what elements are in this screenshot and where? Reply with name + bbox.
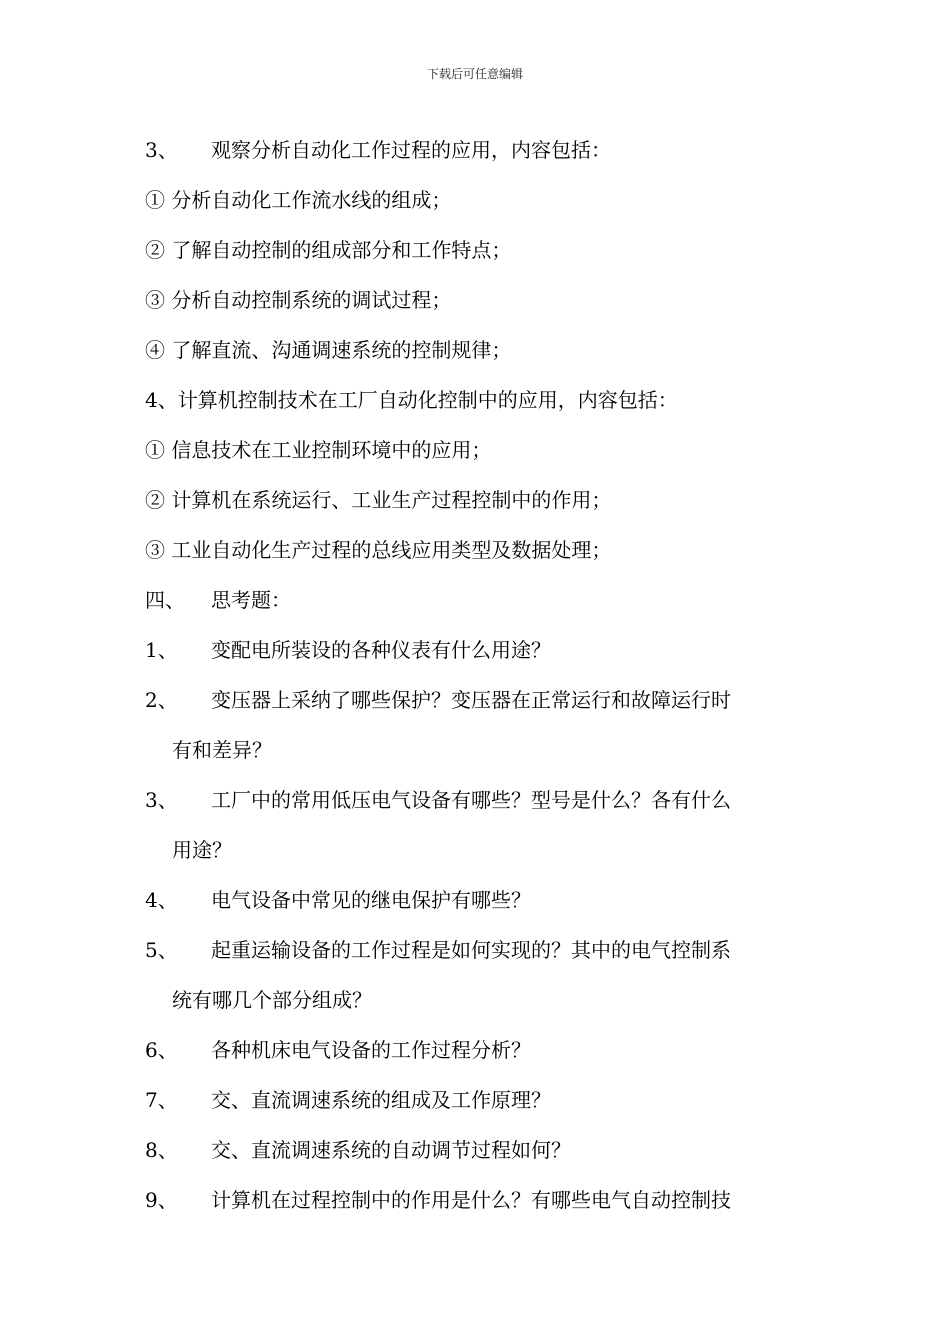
- question-text: 交、直流调速系统的组成及工作原理？: [211, 1088, 551, 1112]
- question-7: [145, 1086, 551, 1114]
- question-number: 4、: [145, 888, 178, 912]
- part-4-title: 思考题：: [211, 588, 291, 612]
- question-continuation: 用途？: [172, 838, 232, 862]
- question-text: 起重运输设备的工作过程是如何实现的？其中的电气控制系: [211, 938, 731, 962]
- question-8: [145, 1136, 571, 1164]
- question-number: 7、: [145, 1088, 178, 1112]
- question-3: [145, 786, 731, 814]
- section-3-item: ② 了解自动控制的组成部分和工作特点；: [145, 238, 512, 262]
- question-1: [145, 636, 551, 664]
- question-text: 变配电所装设的各种仪表有什么用途？: [211, 638, 551, 662]
- part-4-heading: [145, 586, 291, 614]
- question-number: 8、: [145, 1138, 178, 1162]
- question-9: [145, 1186, 731, 1214]
- question-text: 工厂中的常用低压电气设备有哪些？型号是什么？各有什么: [211, 788, 731, 812]
- section-3-item: ③ 分析自动控制系统的调试过程；: [145, 288, 452, 312]
- question-4: [145, 886, 531, 914]
- question-number: 3、: [145, 788, 178, 812]
- section-3-heading: [145, 136, 611, 164]
- question-continuation: 有和差异？: [172, 738, 272, 762]
- section-4-item: ③ 工业自动化生产过程的总线应用类型及数据处理；: [145, 538, 612, 562]
- question-continuation: 统有哪几个部分组成？: [172, 988, 372, 1012]
- section-3-item: ④ 了解直流、沟通调速系统的控制规律；: [145, 338, 512, 362]
- section-4-heading: 4、计算机控制技术在工厂自动化控制中的应用，内容包括：: [145, 388, 678, 412]
- section-3-number: 3、: [145, 138, 178, 162]
- section-4-item: ① 信息技术在工业控制环境中的应用；: [145, 438, 492, 462]
- question-number: 2、: [145, 688, 178, 712]
- question-text: 电气设备中常见的继电保护有哪些？: [211, 888, 531, 912]
- question-number: 1、: [145, 638, 178, 662]
- page-header: 下载后可任意编辑: [426, 67, 523, 81]
- section-3-item: ① 分析自动化工作流水线的组成；: [145, 188, 452, 212]
- question-number: 9、: [145, 1188, 178, 1212]
- section-4-item: ② 计算机在系统运行、工业生产过程控制中的作用；: [145, 488, 612, 512]
- section-3-text: 观察分析自动化工作过程的应用，内容包括：: [211, 138, 611, 162]
- part-4-number: 四、: [145, 588, 185, 612]
- question-6: [145, 1036, 531, 1064]
- question-5: [145, 936, 731, 964]
- question-text: 变压器上采纳了哪些保护？变压器在正常运行和故障运行时: [211, 688, 731, 712]
- question-number: 6、: [145, 1038, 178, 1062]
- question-text: 各种机床电气设备的工作过程分析？: [211, 1038, 531, 1062]
- question-number: 5、: [145, 938, 178, 962]
- question-2: [145, 686, 731, 714]
- question-text: 交、直流调速系统的自动调节过程如何？: [211, 1138, 571, 1162]
- question-text: 计算机在过程控制中的作用是什么？有哪些电气自动控制技: [211, 1188, 731, 1212]
